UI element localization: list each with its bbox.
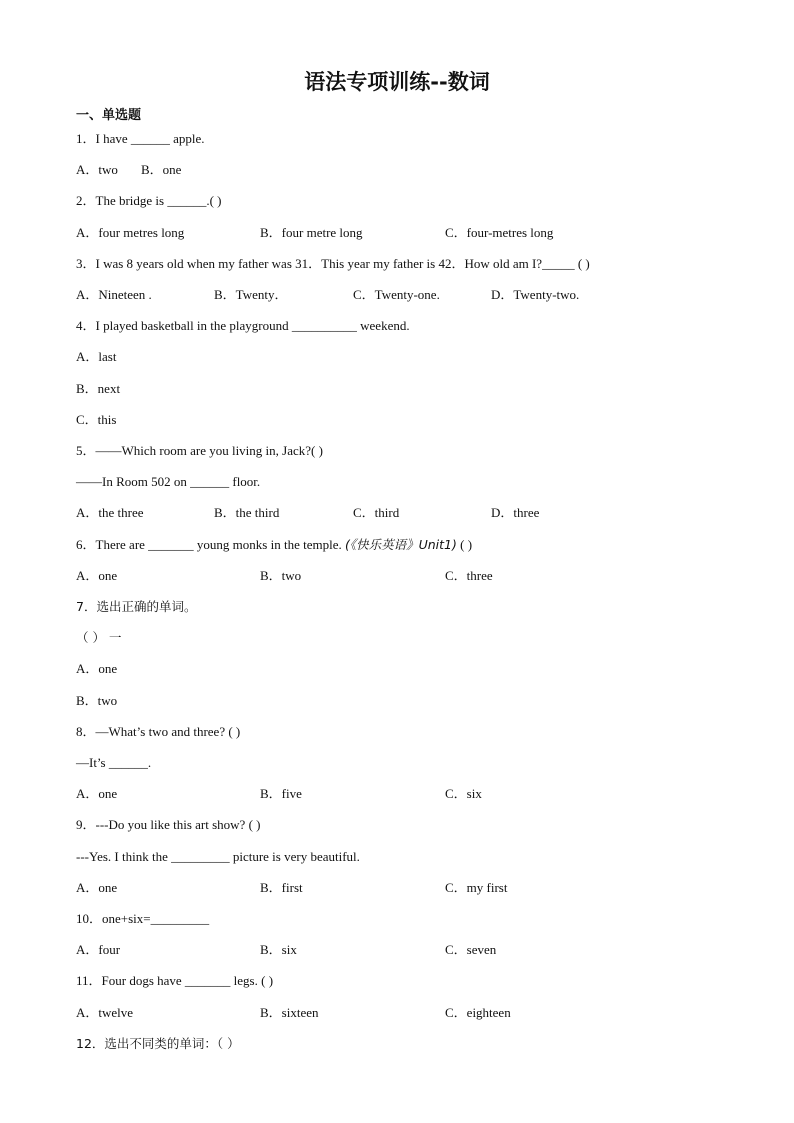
- question-2-option-b: B．four metre long: [260, 225, 363, 240]
- question-3-option-b: B．Twenty．: [214, 287, 288, 302]
- question-6-stem: 6．There are _______ young monks in the temple.: [76, 537, 342, 552]
- question-3-option-a: A．Nineteen .: [76, 287, 152, 302]
- question-3-option-d: D．Twenty-two.: [491, 287, 580, 302]
- question-1-option-a: A．two: [76, 162, 118, 177]
- question-1-stem: 1．I have ______ apple.: [76, 131, 205, 146]
- page-title: 语法专项训练--数词: [304, 70, 490, 94]
- question-3-option-c: C．Twenty-one.: [353, 287, 440, 302]
- question-6-option-c: C．three: [445, 568, 493, 583]
- question-9-option-b: B．first: [260, 880, 303, 895]
- question-11-option-a: A．twelve: [76, 1005, 134, 1020]
- question-2-option-a: A．four metres long: [76, 225, 185, 240]
- question-4-option-a: A．last: [76, 349, 117, 364]
- question-4-option-c: C．this: [76, 412, 117, 427]
- section-heading: 一、单选题: [76, 108, 142, 123]
- question-9-option-c: C．my first: [445, 880, 508, 895]
- question-11-option-c: C．eighteen: [445, 1005, 511, 1020]
- question-8-option-c: C．six: [445, 786, 482, 801]
- question-12-stem: 12．选出不同类的单词：（ ）: [76, 1036, 240, 1051]
- question-8-stem: 8．—What’s two and three? ( ): [76, 724, 241, 739]
- question-10-option-a: A．four: [76, 942, 121, 957]
- question-7-prompt: （ ） 一: [76, 630, 122, 645]
- question-9-stem: 9．---Do you like this art show? ( ): [76, 817, 261, 832]
- question-8-stem-reply: —It’s ______.: [76, 755, 152, 770]
- question-11-option-b: B．sixteen: [260, 1005, 319, 1020]
- question-6-option-a: A．one: [76, 568, 118, 583]
- question-5-option-d: D．three: [491, 505, 540, 520]
- question-5-stem-reply: ——In Room 502 on ______ floor.: [76, 474, 261, 489]
- question-2-stem: 2．The bridge is ______.( ): [76, 193, 222, 208]
- question-7-option-a: A．one: [76, 661, 118, 676]
- question-5-option-a: A．the three: [76, 505, 144, 520]
- question-9-option-a: A．one: [76, 880, 118, 895]
- question-8-option-b: B．five: [260, 786, 302, 801]
- question-5-stem: 5．——Which room are you living in, Jack?( ): [76, 443, 323, 458]
- question-6-source: (《快乐英语》Unit1): [344, 537, 457, 552]
- question-11-stem: 11．Four dogs have _______ legs. ( ): [76, 973, 274, 988]
- question-4-stem: 4．I played basketball in the playground __________ weekend.: [76, 318, 410, 333]
- question-10-option-b: B．six: [260, 942, 297, 957]
- question-2-option-c: C．four-metres long: [445, 225, 554, 240]
- question-10-stem: 10．one+six=_________: [76, 911, 210, 926]
- question-5-option-b: B．the third: [214, 505, 280, 520]
- question-9-stem-reply: ---Yes. I think the _________ picture is very beautiful.: [76, 849, 360, 864]
- question-1-option-b: B．one: [141, 162, 182, 177]
- question-7-stem: 7．选出正确的单词。: [76, 599, 197, 614]
- question-3-stem: 3．I was 8 years old when my father was 31．This year my father is 42．How old am I?_____ ( ): [76, 256, 590, 271]
- question-6-paren: ( ): [460, 537, 473, 552]
- question-6-option-b: B．two: [260, 568, 302, 583]
- question-5-option-c: C．third: [353, 505, 400, 520]
- question-7-option-b: B．two: [76, 693, 118, 708]
- question-10-option-c: C．seven: [445, 942, 497, 957]
- question-6-line: [76, 537, 472, 553]
- question-4-option-b: B．next: [76, 381, 121, 396]
- question-8-option-a: A．one: [76, 786, 118, 801]
